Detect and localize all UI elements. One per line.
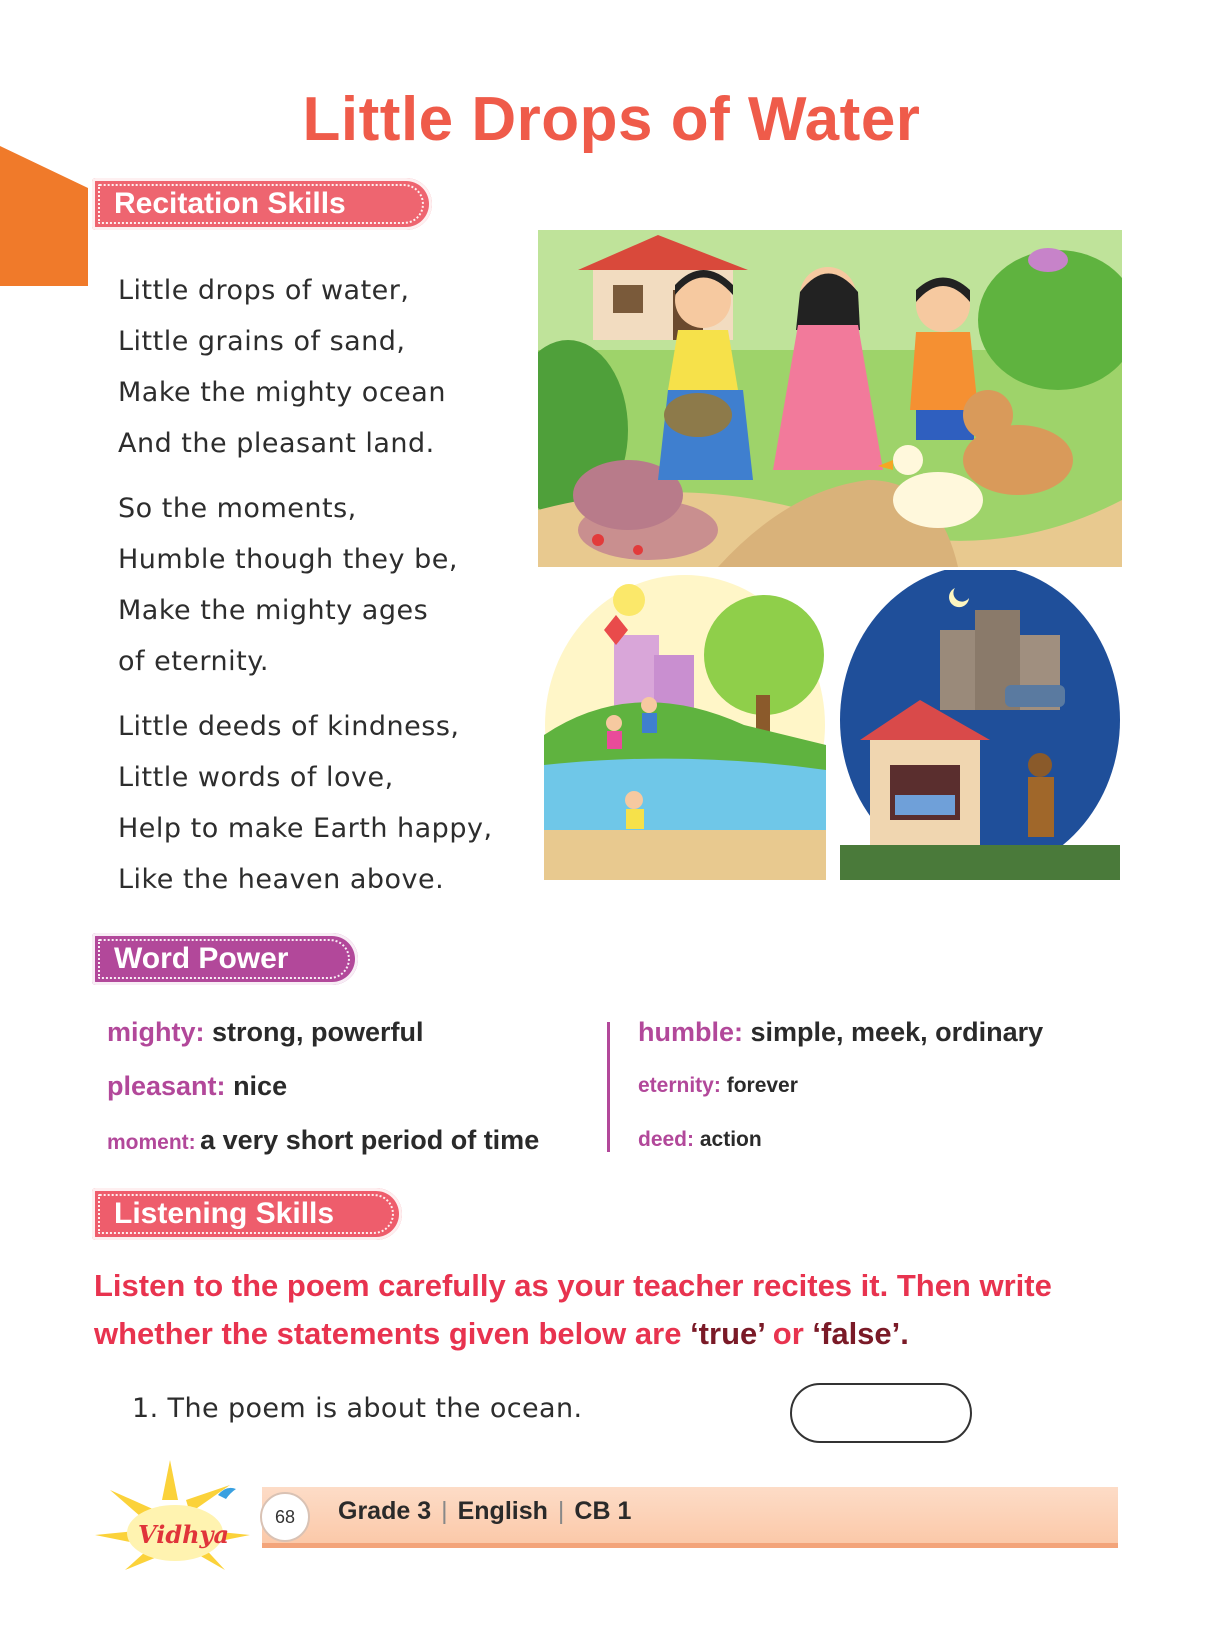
poem-line: Make the mighty ages: [118, 595, 429, 626]
footer-grade: Grade 3: [338, 1497, 432, 1525]
section-tag-listening: Listening Skills: [92, 1188, 402, 1240]
word-power-item: [107, 1005, 607, 1059]
answer-box-1[interactable]: [790, 1383, 972, 1443]
illustration-day-scene: [544, 575, 826, 880]
poem-line: Like the heaven above.: [118, 864, 445, 895]
instruction-false-word: ‘false’: [812, 1316, 901, 1351]
word-meaning: simple, meek, ordinary: [750, 1017, 1044, 1047]
word-power-item: [638, 1005, 1138, 1059]
poem-line: Little drops of water,: [118, 275, 410, 306]
instruction-true-word: ‘true’: [690, 1316, 765, 1351]
poem: [118, 265, 538, 919]
page-number: 68: [260, 1492, 310, 1542]
question-text: The poem is about the ocean.: [167, 1393, 583, 1424]
word-power-item: [107, 1059, 607, 1113]
word-power-divider: [607, 1022, 610, 1152]
word-term: deed:: [638, 1128, 695, 1151]
poem-line: Make the mighty ocean: [118, 377, 446, 408]
poem-stanza-2: [118, 483, 538, 687]
vidhya-logo: [90, 1455, 265, 1575]
word-power-left: [107, 1005, 607, 1167]
poem-line: Help to make Earth happy,: [118, 813, 493, 844]
word-meaning: forever: [726, 1074, 798, 1097]
word-power-item: [638, 1059, 1138, 1113]
word-term: humble:: [638, 1017, 743, 1047]
footer-text: [338, 1497, 631, 1526]
listening-instruction: [94, 1262, 1174, 1358]
footer-separator: |: [441, 1497, 448, 1525]
word-term: pleasant:: [107, 1071, 226, 1101]
instruction-text: Listen to the poem carefully as your teacher recites it. Then write whether the statements given below are: [94, 1268, 1052, 1351]
instruction-or-word: or: [764, 1316, 813, 1351]
poem-line: Little words of love,: [118, 762, 394, 793]
word-term: mighty:: [107, 1017, 205, 1047]
word-power-item: [107, 1113, 607, 1167]
word-term: moment:: [107, 1131, 196, 1154]
word-meaning: nice: [233, 1071, 288, 1101]
footer-separator: |: [557, 1497, 565, 1525]
page-title: Little Drops of Water: [302, 85, 921, 154]
word-meaning: a very short period of time: [200, 1125, 540, 1155]
section-tag-word-power: Word Power: [92, 933, 358, 985]
poem-line: of eternity.: [118, 646, 269, 677]
section-tag-recitation: Recitation Skills: [92, 178, 432, 230]
word-term: eternity:: [638, 1074, 721, 1097]
illustration-children-garden: [538, 230, 1122, 567]
poem-stanza-3: [118, 701, 538, 905]
instruction-period: .: [900, 1316, 909, 1351]
poem-line: Little deeds of kindness,: [118, 711, 460, 742]
poem-line: And the pleasant land.: [118, 428, 435, 459]
footer-subject: English: [457, 1497, 548, 1525]
word-power-item: [638, 1113, 1138, 1167]
logo-text: Vidhya: [138, 1520, 230, 1549]
word-meaning: strong, powerful: [212, 1017, 424, 1047]
poem-line: Humble though they be,: [118, 544, 458, 575]
footer-book: CB 1: [574, 1497, 632, 1525]
poem-line: So the moments,: [118, 493, 357, 524]
corner-flag: [0, 146, 88, 286]
word-power-right: [638, 1005, 1138, 1167]
question-number: 1.: [132, 1393, 159, 1424]
poem-line: Little grains of sand,: [118, 326, 406, 357]
illustration-night-scene: [840, 570, 1120, 880]
poem-stanza-1: [118, 265, 538, 469]
word-meaning: action: [699, 1128, 762, 1151]
question-1: [132, 1393, 582, 1424]
